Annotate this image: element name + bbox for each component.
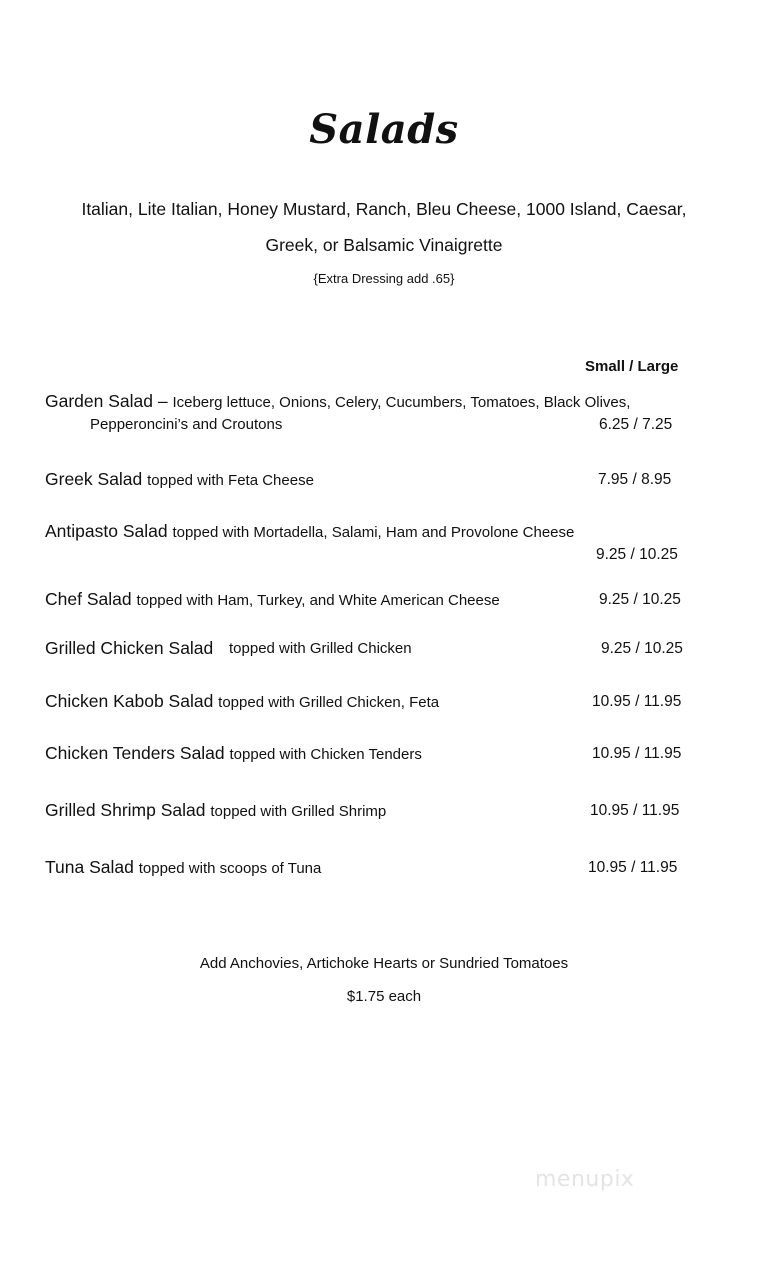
page-title: Salads [309,106,459,153]
menu-item-grilled-shrimp-salad [45,800,386,821]
item-price: 9.25 / 10.25 [596,546,678,563]
item-price: 10.95 / 11.95 [592,745,682,762]
item-name: Antipasto Salad [45,521,173,541]
item-description: topped with scoops of Tuna [138,860,322,877]
addons-line: Add Anchovies, Artichoke Hearts or Sundried Tomatoes [199,955,569,972]
item-description: topped with Ham, Turkey, and White American Cheese [136,592,500,609]
dressing-options-line-2: Greek, or Balsamic Vinaigrette [265,235,503,255]
watermark-logo: menupix [535,1167,635,1192]
item-name: Grilled Shrimp Salad [45,800,211,820]
item-description: topped with Chicken Tenders [229,746,422,763]
item-description: topped with Mortadella, Salami, Ham and Provolone Cheese [172,524,575,541]
menu-item-chef-salad [45,589,500,610]
menu-item-greek-salad [45,469,314,490]
menu-item-tuna-salad [45,857,321,878]
item-price: 9.25 / 10.25 [599,591,681,608]
extra-dressing-note: {Extra Dressing add .65} [313,271,455,286]
menu-item-garden-salad [45,391,630,412]
item-description: topped with Grilled Shrimp [210,803,387,820]
item-price: 10.95 / 11.95 [590,802,680,819]
dressing-options-line-1: Italian, Lite Italian, Honey Mustard, Ranch, Bleu Cheese, 1000 Island, Caesar, [81,199,687,219]
item-name: Garden Salad – [45,391,173,411]
menu-item-chicken-tenders-salad [45,743,422,764]
menu-item-chicken-kabob-salad [45,691,439,712]
item-description: topped with Grilled Chicken, Feta [218,694,440,711]
item-name: Chicken Tenders Salad [45,743,230,763]
item-name: Greek Salad [45,469,148,489]
item-description: topped with Feta Cheese [147,472,314,489]
item-price: 6.25 / 7.25 [599,416,673,433]
menu-item-antipasto-salad [45,521,574,542]
addons-price: $1.75 each [346,988,422,1005]
item-description: topped with Grilled Chicken [229,640,412,657]
size-column-header: Small / Large [585,358,679,375]
item-name: Tuna Salad [45,857,139,877]
item-name: Grilled Chicken Salad [45,638,214,658]
item-price: 10.95 / 11.95 [592,693,682,710]
item-price: 9.25 / 10.25 [601,640,683,657]
item-name: Chicken Kabob Salad [45,691,219,711]
item-description-continued: Pepperoncini’s and Croutons [90,416,283,433]
item-price: 10.95 / 11.95 [588,859,678,876]
item-description: Iceberg lettuce, Onions, Celery, Cucumbers, Tomatoes, Black Olives, [172,394,631,411]
item-name: Chef Salad [45,589,137,609]
item-price: 7.95 / 8.95 [598,471,672,488]
